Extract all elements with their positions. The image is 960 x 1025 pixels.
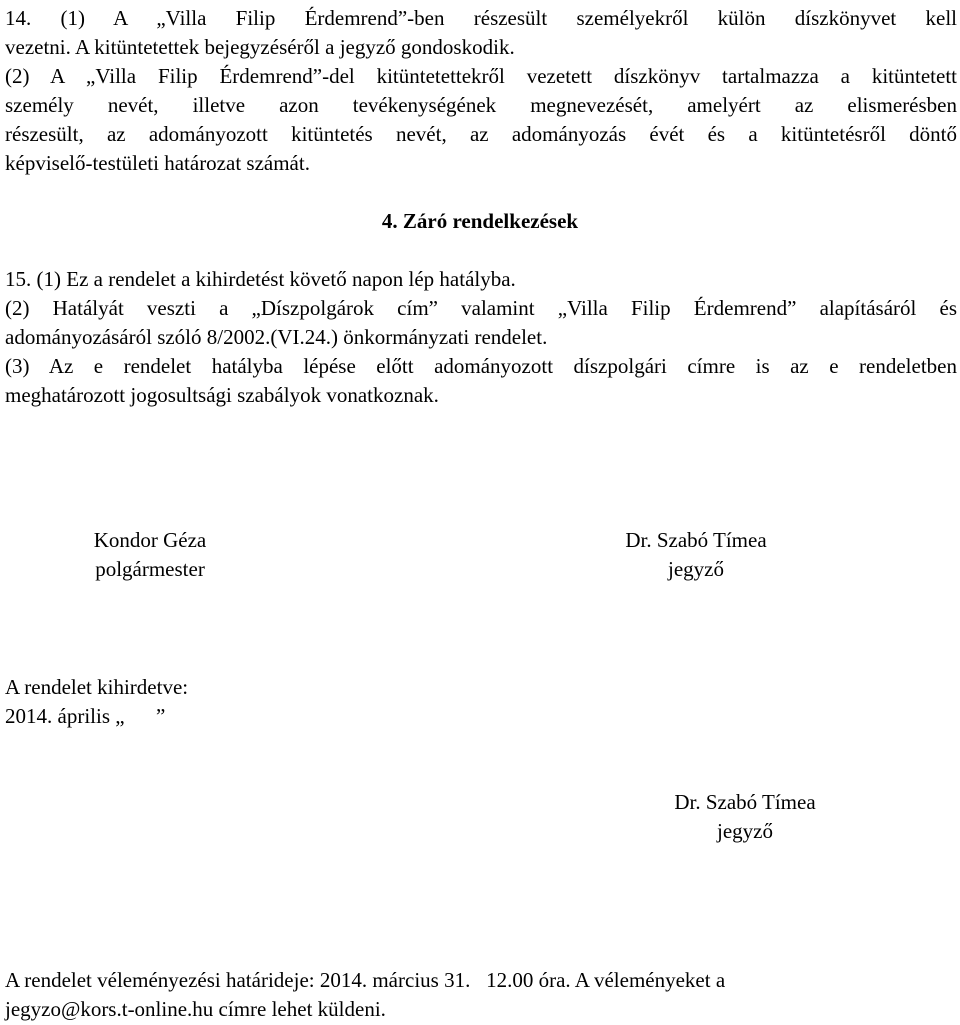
mayor-name: Kondor Géza [93, 528, 207, 552]
promulgation-date: 2014. április „ ” [5, 704, 166, 728]
promulgation-signer-title: jegyző [717, 819, 773, 843]
section-14-paragraph-2-line-3: részesült, az adományozott kitüntetés nevét, az adományozás évét és a kitüntetésről döntő [5, 122, 957, 146]
section-14-paragraph-2-line-2: személy nevét, illetve azon tevékenységének megnevezését, amelyért az elismerésben [5, 93, 957, 117]
section-heading: 4. Záró rendelkezések [381, 209, 579, 233]
consultation-deadline-line-2: jegyzo@kors.t-online.hu címre lehet küldeni. [5, 997, 386, 1021]
mayor-signature-block [60, 526, 240, 584]
section-15-paragraph-3-line-2: meghatározott jogosultsági szabályok vonatkoznak. [5, 383, 439, 407]
section-15-paragraph-2-line-1: (2) Hatályát veszti a „Díszpolgárok cím” valamint „Villa Filip Érdemrend” alapításáról és [5, 296, 957, 320]
promulgation-signature-block [645, 788, 845, 846]
section-14-paragraph-1-line-1: 14. (1) A „Villa Filip Érdemrend”-ben részesült személyekről külön díszkönyvet kell [5, 6, 957, 30]
notary-title: jegyző [668, 557, 724, 581]
mayor-title: polgármester [95, 557, 205, 581]
section-15-paragraph-2-line-2: adományozásáról szóló 8/2002.(VI.24.) önkormányzati rendelet. [5, 325, 548, 349]
promulgation-signer-name: Dr. Szabó Tímea [674, 790, 816, 814]
section-14-paragraph-1-line-2: vezetni. A kitüntetettek bejegyzéséről a jegyző gondoskodik. [5, 35, 515, 59]
notary-name: Dr. Szabó Tímea [625, 528, 767, 552]
section-15-paragraph-1: 15. (1) Ez a rendelet a kihirdetést követő napon lép hatályba. [5, 267, 516, 291]
consultation-deadline-line-1: A rendelet véleményezési határideje: 2014. március 31. 12.00 óra. A véleményeket a [5, 968, 726, 992]
section-14-paragraph-2-line-1: (2) A „Villa Filip Érdemrend”-del kitüntetettekről vezetett díszkönyv tartalmazza a kitüntetett [5, 64, 957, 88]
notary-signature-block [596, 526, 796, 584]
section-14-paragraph-2-line-4: képviselő-testületi határozat számát. [5, 151, 310, 175]
section-15-paragraph-3-line-1: (3) Az e rendelet hatályba lépése előtt adományozott díszpolgári címre is az e rendeletben [5, 354, 957, 378]
promulgation-label: A rendelet kihirdetve: [5, 675, 189, 699]
